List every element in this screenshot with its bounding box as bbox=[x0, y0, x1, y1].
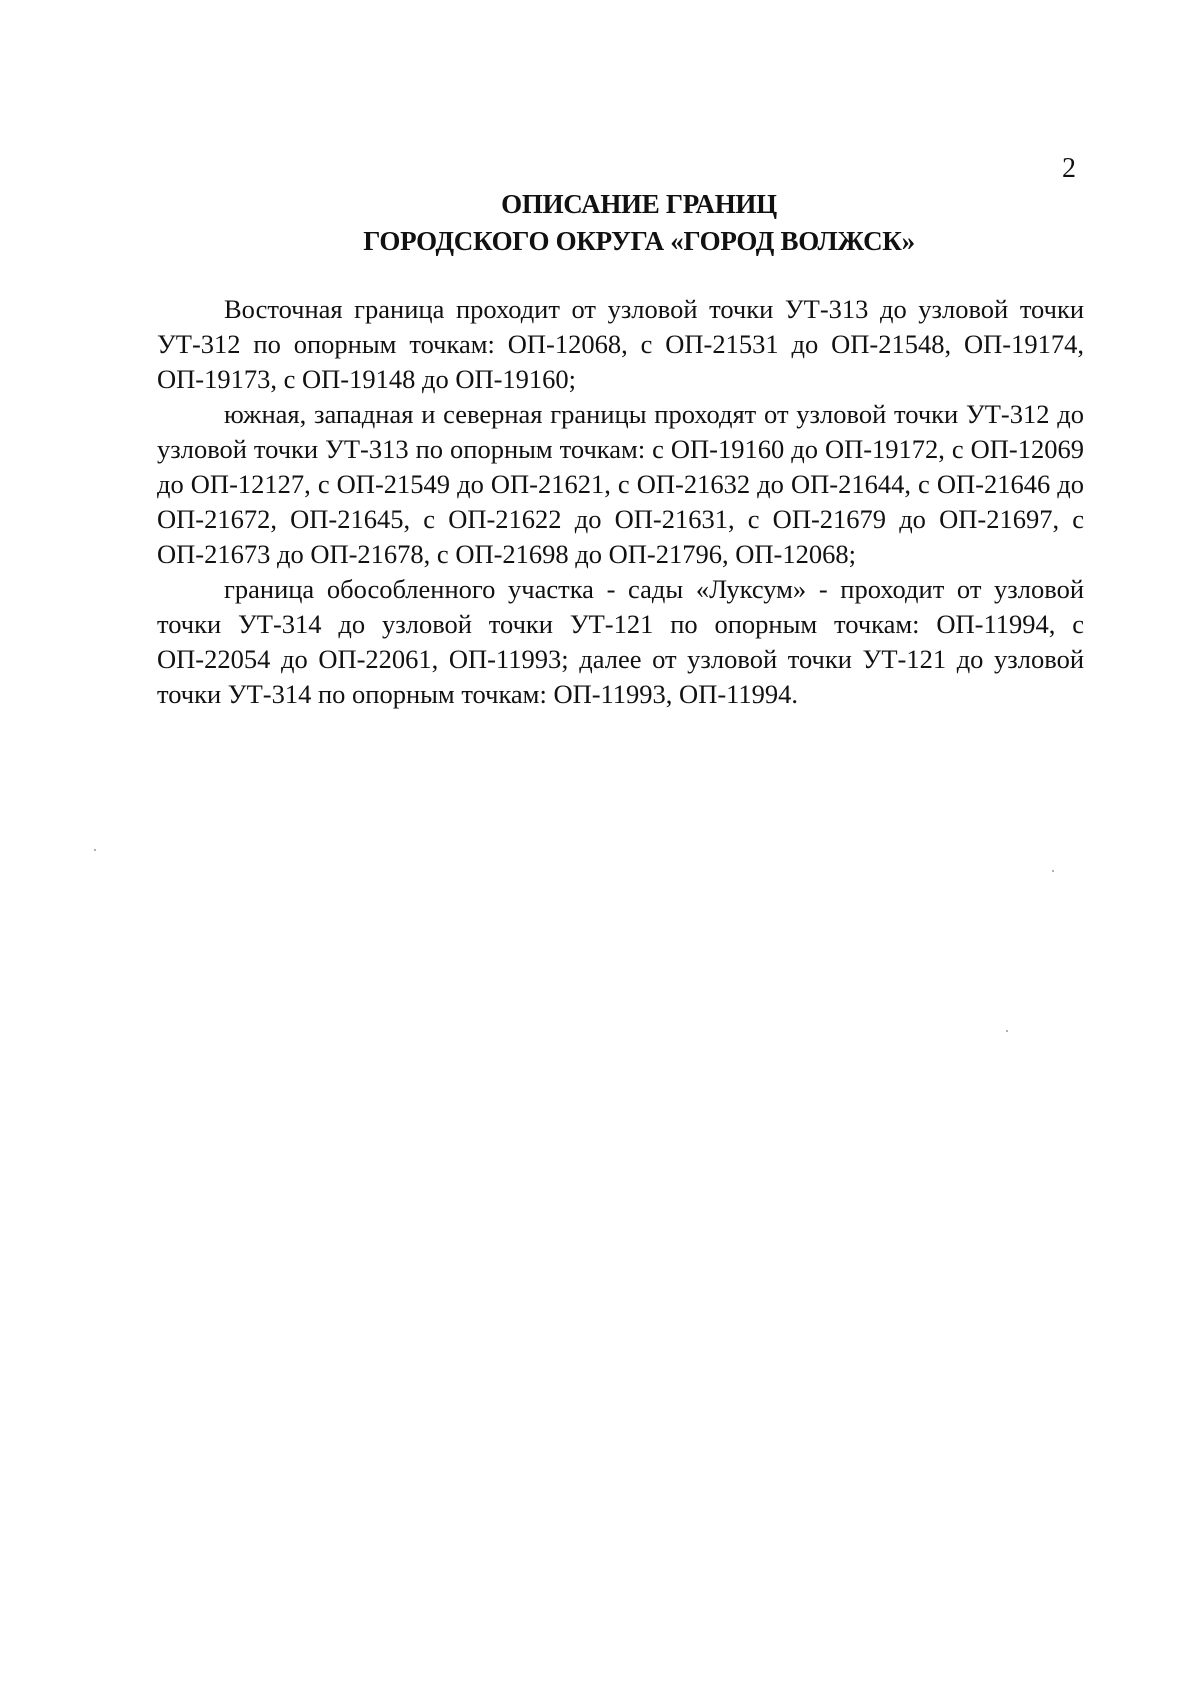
document-title bbox=[0, 186, 1200, 260]
document-body bbox=[157, 292, 1084, 712]
title-line-1: ОПИСАНИЕ ГРАНИЦ bbox=[501, 189, 777, 219]
scan-speck bbox=[94, 849, 96, 851]
title-line-2: ГОРОДСКОГО ОКРУГА «ГОРОД ВОЛЖСК» bbox=[363, 226, 915, 256]
scan-speck bbox=[1006, 1030, 1008, 1032]
scan-speck bbox=[1052, 870, 1054, 872]
paragraph-southern-western-northern-boundary: южная, западная и северная границы проходят от узловой точки УТ-312 до узловой точки УТ-313 по опорным точкам: с ОП-19160 до ОП-19172, с ОП-12069 до ОП-12127, с ОП-21549 до ОП-21621, с ОП-21632 до ОП-21644, с ОП-21646 до ОП-21672, ОП-21645, с ОП-21622 до ОП-21631, с ОП-21679 до ОП-21697, с ОП-21673 до ОП-21678, с ОП-21698 до ОП-21796, ОП-12068; bbox=[157, 399, 1084, 569]
paragraph-luksum-gardens-boundary: граница обособленного участка - сады «Луксум» - проходит от узловой точки УТ-314 до узловой точки УТ-121 по опорным точкам: ОП-11994, с ОП-22054 до ОП-22061, ОП-11993; далее от узловой точки УТ-121 до узловой точки УТ-314 по опорным точкам: ОП-11993, ОП-11994. bbox=[157, 574, 1084, 709]
paragraph-eastern-boundary: Восточная граница проходит от узловой точки УТ-313 до узловой точки УТ-312 по опорным точкам: ОП-12068, с ОП-21531 до ОП-21548, ОП-19174, ОП-19173, с ОП-19148 до ОП-19160; bbox=[157, 294, 1084, 394]
page-number: 2 bbox=[1062, 153, 1076, 184]
